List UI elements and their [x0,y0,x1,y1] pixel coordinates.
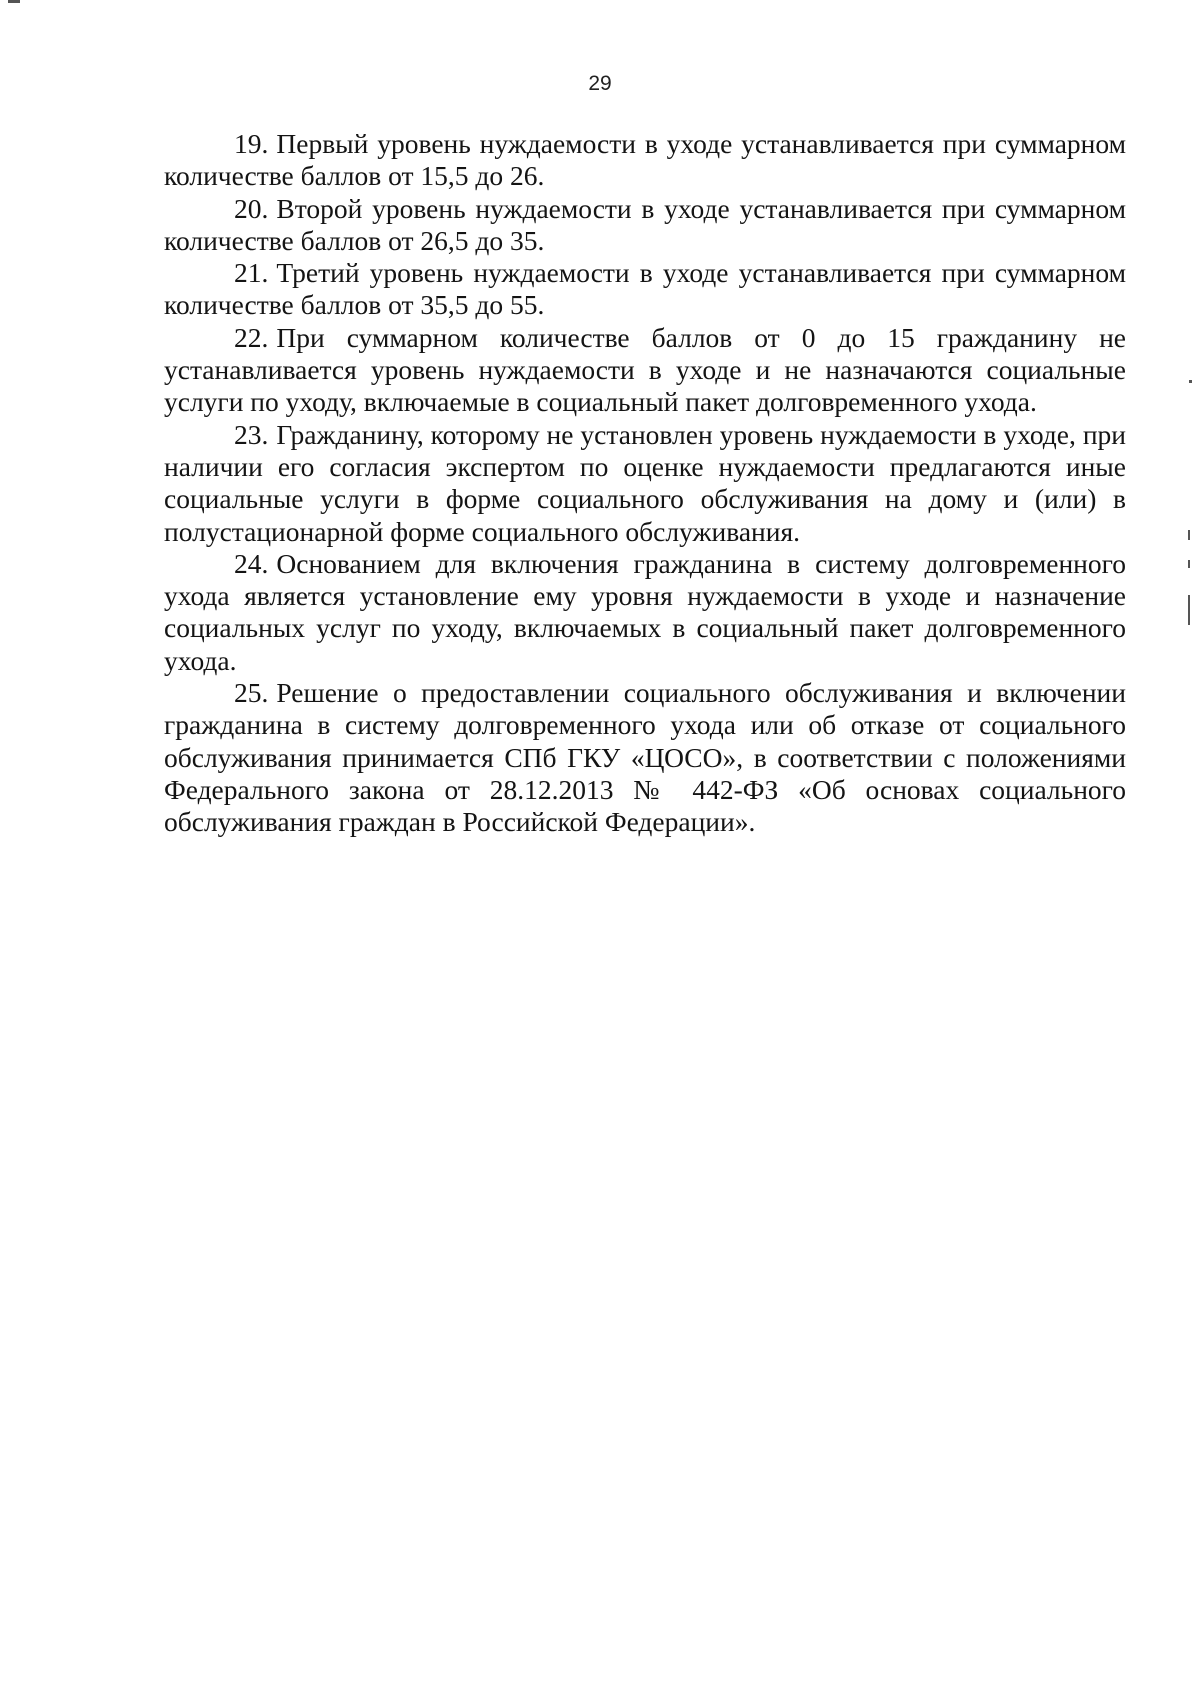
paragraph-24 [164,548,1126,677]
page-number: 29 [588,72,612,95]
paragraph-text: Основанием для включения гражданина в систему долговременного ухода является установление ему уровня нуждаемости в уходе и назначение социальных услуг по уходу, включаемых в социальный пакет долговременного ухода. [164,547,1126,676]
paragraph-text: Второй уровень нуждаемости в уходе устанавливается при суммарном количестве баллов от 26,5 до 35. [164,192,1126,256]
paragraph-number: 19. [234,128,269,159]
paragraph-22 [164,322,1126,419]
paragraph-19 [164,128,1126,193]
paragraph-number: 25. [234,677,269,709]
paragraph-number: 20. [234,192,269,224]
paragraph-text: При суммарном количестве баллов от 0 до 15 гражданину не устанавливается уровень нуждаемости в уходе и не назначаются социальные услуги по уходу, включаемые в социальный пакет долговременного ухода. [164,321,1126,418]
paragraph-number: 23. [234,418,269,450]
paragraph-25 [164,677,1126,838]
paragraph-number: 21. [234,257,269,289]
document-body [164,128,1126,839]
scan-artifact [8,0,20,3]
paragraph-number: 22. [234,321,269,353]
scan-artifact [1188,595,1190,625]
paragraph-text: Решение о предоставлении социального обслуживания и включении гражданина в систему долговременного ухода или об отказе от социального обслуживания принимается СПб ГКУ «ЦОСО», в соответствии с положениями Федерального закона от 28.12.2013 № 442-ФЗ «Об основах социального обслуживания граждан в Российской Федерации». [164,677,1126,838]
paragraph-text: Третий уровень нуждаемости в уходе устанавливается при суммарном количестве баллов от 35,5 до 55. [164,257,1126,321]
paragraph-23 [164,419,1126,548]
scan-artifact [1188,560,1190,568]
paragraph-number: 24. [234,547,269,579]
scan-artifact [1189,380,1192,383]
paragraph-20 [164,193,1126,258]
paragraph-text: Гражданину, которому не установлен уровень нуждаемости в уходе, при наличии его согласия экспертом по оценке нуждаемости предлагаются иные социальные услуги в форме социального обслуживания на дому и (или) в полустационарной форме социального обслуживания. [164,418,1126,547]
paragraph-21 [164,257,1126,322]
paragraph-text: Первый уровень нуждаемости в уходе устанавливается при суммарном количестве баллов от 15,5 до 26. [164,128,1126,192]
scan-artifact [1188,530,1190,540]
